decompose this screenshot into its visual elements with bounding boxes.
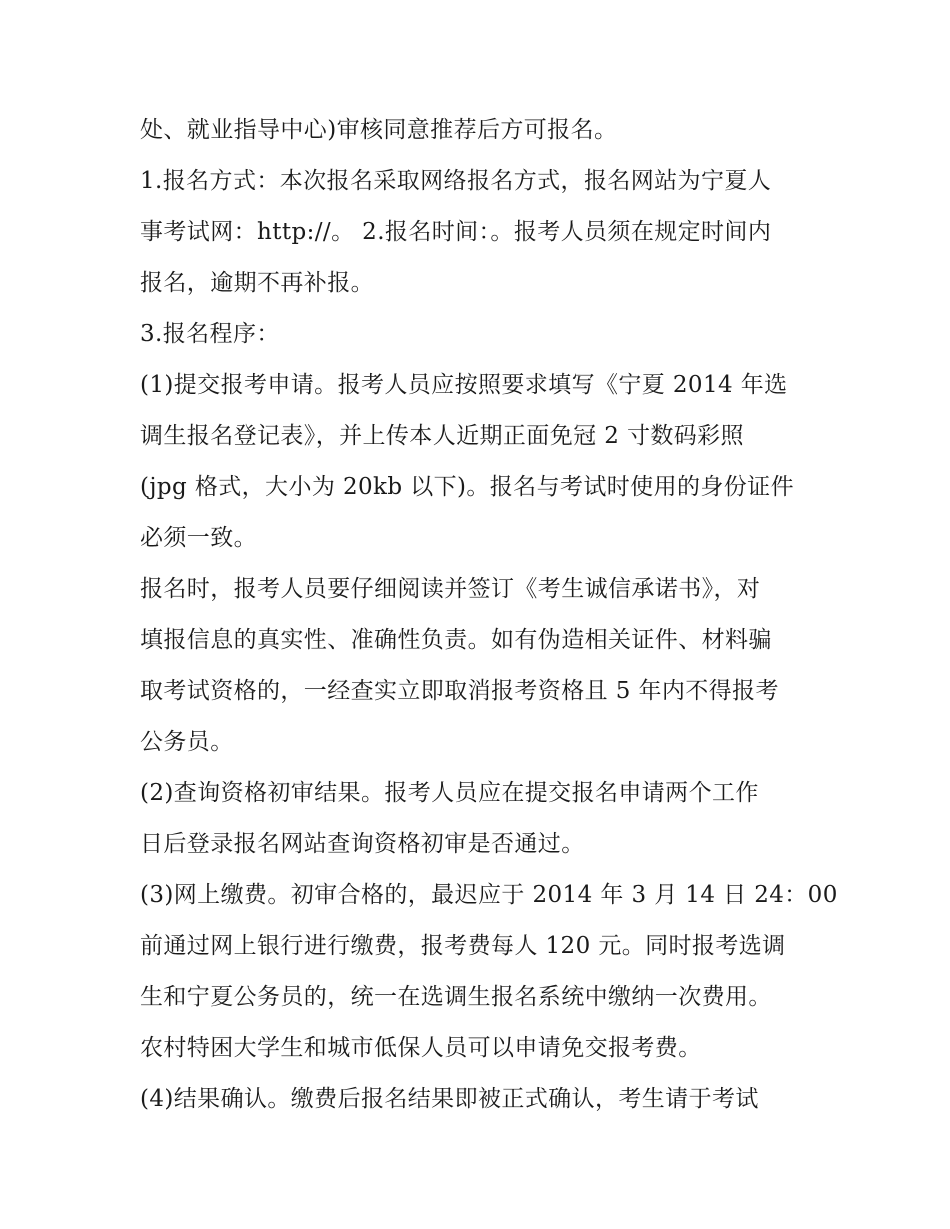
text-line: 报名时，报考人员要仔细阅读并签订《考生诚信承诺书》，对 bbox=[140, 576, 761, 602]
text-line: 前通过网上银行进行缴费，报考费每人 120 元。同时报考选调 bbox=[140, 933, 786, 959]
text-line: 3.报名程序： bbox=[140, 321, 280, 347]
text-line: (1)提交报考申请。报考人员应按照要求填写《宁夏 2014 年选 bbox=[140, 372, 788, 398]
text-line: 农村特困大学生和城市低保人员可以申请免交报考费。 bbox=[140, 1035, 702, 1061]
text-line: 生和宁夏公务员的，统一在选调生报名系统中缴纳一次费用。 bbox=[140, 984, 772, 1010]
text-line: 必须一致。 bbox=[140, 525, 257, 551]
text-line: (3)网上缴费。初审合格的，最迟应于 2014 年 3 月 14 日 24：00 bbox=[140, 882, 838, 908]
document-body bbox=[140, 105, 838, 1125]
text-line: 事考试网：http://。 2.报名时间：。报考人员须在规定时间内 bbox=[140, 219, 772, 245]
text-line: 日后登录报名网站查询资格初审是否通过。 bbox=[140, 831, 585, 857]
text-line: 填报信息的真实性、准确性负责。如有伪造相关证件、材料骗 bbox=[140, 627, 772, 653]
text-line: 报名，逾期不再补报。 bbox=[140, 270, 374, 296]
text-line: 处、就业指导中心)审核同意推荐后方可报名。 bbox=[140, 117, 618, 143]
text-line: (4)结果确认。缴费后报名结果即被正式确认，考生请于考试 bbox=[140, 1086, 759, 1112]
text-line: 公务员。 bbox=[140, 729, 234, 755]
text-line: 取考试资格的，一经查实立即取消报考资格且 5 年内不得报考 bbox=[140, 678, 779, 704]
text-line: (2)查询资格初审结果。报考人员应在提交报名申请两个工作 bbox=[140, 780, 759, 806]
text-line: 调生报名登记表》，并上传本人近期正面免冠 2 寸数码彩照 bbox=[140, 423, 744, 449]
text-line: 1.报名方式：本次报名采取网络报名方式，报名网站为宁夏人 bbox=[140, 168, 772, 194]
text-line: (jpg 格式，大小为 20kb 以下)。报名与考试时使用的身份证件 bbox=[140, 474, 794, 500]
